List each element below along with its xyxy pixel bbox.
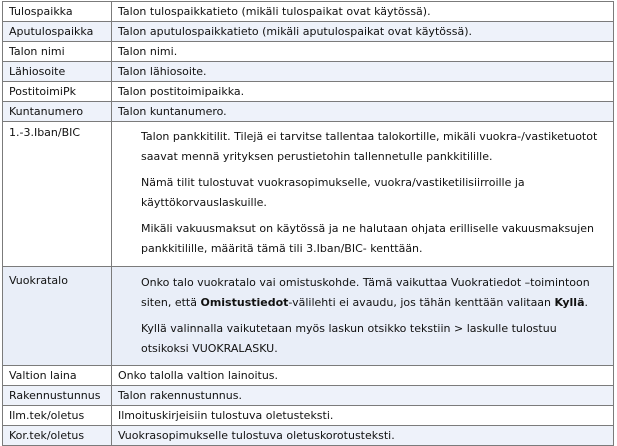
table-row-vuokratalo <box>3 267 614 366</box>
text-run: Onko talo vuokratalo vai omistuskohde. Tämä vaikuttaa Vuokratiedot –toimintoon siten, että <box>141 276 590 309</box>
field-description: Vuokrasopimukselle tulostuva oletuskorotusteksti. <box>112 426 614 446</box>
field-name: Vuokratalo <box>3 267 112 366</box>
field-name: Ilm.tek/oletus <box>3 406 112 426</box>
table-row <box>3 102 614 122</box>
description-block <box>118 273 607 359</box>
field-description: Talon kuntanumero. <box>112 102 614 122</box>
field-name: Aputulospaikka <box>3 22 112 42</box>
field-description-table <box>2 1 614 446</box>
table-row <box>3 42 614 62</box>
bold-term: Omistustiedot <box>200 296 289 309</box>
table-row <box>3 366 614 386</box>
field-name: Kor.tek/oletus <box>3 426 112 446</box>
field-description: Talon rakennustunnus. <box>112 386 614 406</box>
field-name: 1.-3.Iban/BIC <box>3 122 112 267</box>
table-row <box>3 22 614 42</box>
bold-term: Kyllä <box>554 296 585 309</box>
field-description <box>112 267 614 366</box>
table-row <box>3 82 614 102</box>
field-name: PostitoimiPk <box>3 82 112 102</box>
paragraph: Kyllä valinnalla vaikutetaan myös laskun otsikko tekstiin > laskulle tulostuu otsikoksi VUOKRALASKU. <box>141 322 557 355</box>
table-row <box>3 62 614 82</box>
table-row <box>3 426 614 446</box>
field-name: Kuntanumero <box>3 102 112 122</box>
paragraph: Nämä tilit tulostuvat vuokrasopimukselle, vuokra/vastiketilisiirroille ja käyttökorvauslaskuille. <box>141 176 525 209</box>
table-row-iban <box>3 122 614 267</box>
table-row <box>3 2 614 22</box>
field-name: Valtion laina <box>3 366 112 386</box>
paragraph: Talon pankkitilit. Tilejä ei tarvitse tallentaa talokortille, mikäli vuokra-/vastiketuotot saavat mennä yrityksen perustietohin tallennetulle pankkitilille. <box>141 130 598 163</box>
field-name: Talon nimi <box>3 42 112 62</box>
text-run: . <box>584 296 588 309</box>
text-run: -välilehti ei avaudu, jos tähän kenttään valitaan <box>288 296 555 309</box>
field-name: Tulospaikka <box>3 2 112 22</box>
field-name: Rakennustunnus <box>3 386 112 406</box>
field-name: Lähiosoite <box>3 62 112 82</box>
field-description: Talon postitoimipaikka. <box>112 82 614 102</box>
field-description: Ilmoituskirjeisiin tulostuva oletusteksti. <box>112 406 614 426</box>
field-description: Talon lähiosoite. <box>112 62 614 82</box>
table-row <box>3 406 614 426</box>
paragraph: Mikäli vakuusmaksut on käytössä ja ne halutaan ohjata erilliselle vakuusmaksujen pankkitilille, määritä tämä tili 3.Iban/BIC- kenttään. <box>141 222 594 255</box>
field-description: Onko talolla valtion lainoitus. <box>112 366 614 386</box>
field-description <box>112 122 614 267</box>
field-description: Talon tulospaikkatieto (mikäli tulospaikat ovat käytössä). <box>112 2 614 22</box>
field-description: Talon nimi. <box>112 42 614 62</box>
paragraph <box>141 273 601 313</box>
table-row <box>3 386 614 406</box>
description-block <box>118 127 607 259</box>
field-description: Talon aputulospaikkatieto (mikäli aputulospaikat ovat käytössä). <box>112 22 614 42</box>
